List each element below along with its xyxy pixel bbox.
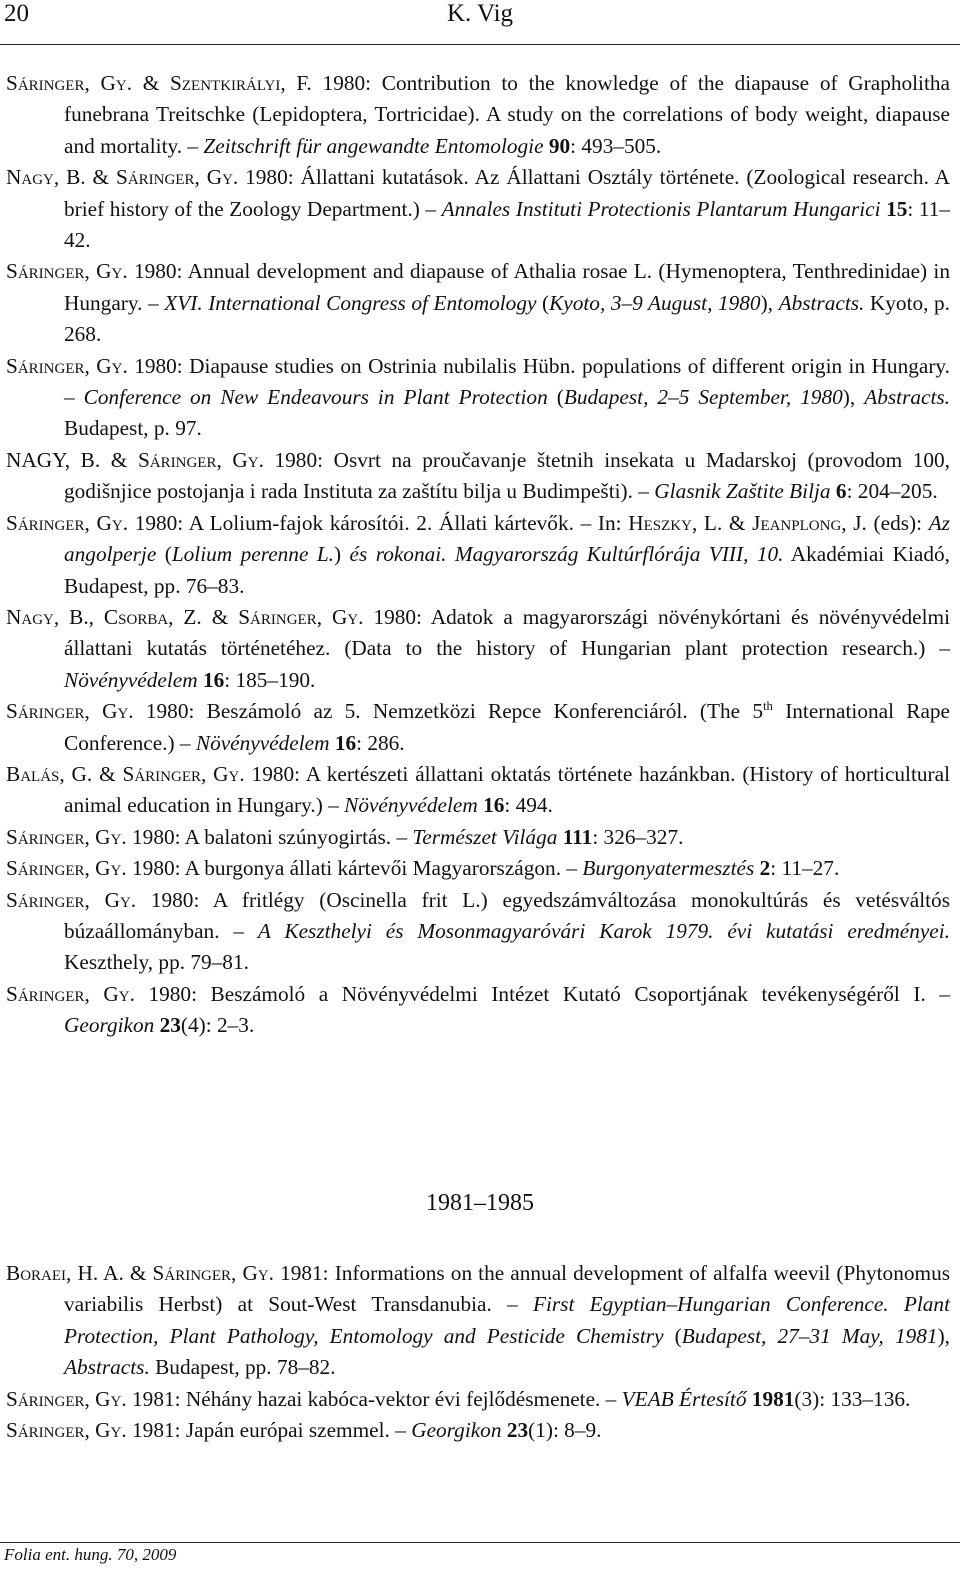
ref-volume: 111 (562, 824, 593, 849)
reference-entry (6, 853, 950, 884)
ref-text: ( (547, 385, 564, 410)
reference-entry (6, 351, 950, 445)
ref-authors: Sáringer, Gy. (6, 259, 128, 284)
ref-authors: Sáringer, Gy. (6, 856, 127, 881)
ref-volume: 1981 (751, 1386, 795, 1411)
ref-pages: : 185–190. (224, 667, 316, 692)
ref-text: 1981: Néhány hazai kabóca-vektor évi fejlődésmenete. – (126, 1386, 622, 1411)
reference-entry (6, 979, 950, 1042)
ref-volume: 16 (334, 730, 357, 755)
ref-text: ), (760, 290, 779, 315)
reference-entry (6, 162, 950, 256)
ref-species: Lolium perenne L. (171, 542, 334, 567)
ref-journal: Zeitschrift für angewandte Entomologie (203, 133, 544, 158)
section-heading: 1981–1985 (426, 1190, 534, 1216)
ref-pages: Akadémiai Kiadó, Budapest, pp. 76–83. (64, 542, 950, 598)
ref-text: 1980: A Lolium-fajok károsítói. 2. Állati kártevők. – In: (128, 510, 629, 535)
ref-text: 1980: Osvrt na proučavanje štetnih insekata u Madarskoj (provodom 100, godišnjice postojanja i rada Instituta za zaštítu bilja u Budimpešti). – (64, 447, 950, 504)
ref-text: ( (156, 542, 172, 567)
ref-authors: Sáringer, Gy. (6, 887, 137, 912)
ref-authors: Sáringer, Gy. (6, 353, 128, 378)
reference-entry (6, 759, 950, 822)
ref-text: ) (334, 542, 350, 567)
ref-editors: Heszky, L. & Jeanplong, J. (628, 510, 867, 535)
ref-authors: Boraei, H. A. & Sáringer, Gy. (6, 1261, 274, 1285)
reference-entry (6, 885, 950, 979)
header-rule (0, 44, 960, 45)
ref-authors: Sáringer, Gy. (6, 1386, 127, 1411)
ref-authors: NAGY, B. & Sáringer, Gy. (6, 447, 264, 472)
ref-journal: Georgikon (64, 1013, 155, 1038)
ref-authors: Nagy, B. & Sáringer, Gy. (6, 165, 239, 190)
reference-entry (6, 1384, 950, 1415)
ref-text: 1980: A balatoni szúnyogirtás. – (126, 824, 413, 849)
reference-entry (6, 822, 950, 853)
footer-journal-info: Folia ent. hung. 70, 2009 (4, 1545, 177, 1564)
ref-journal: Conference on New Endeavours in Plant Protection (83, 385, 548, 410)
ref-text: ( (663, 1323, 682, 1348)
running-head: K. Vig (446, 0, 514, 27)
ref-abstracts: Abstracts. (864, 385, 950, 410)
ref-authors: Sáringer, Gy. (6, 510, 129, 535)
reference-entry (6, 508, 950, 602)
ref-series: és rokonai. Magyarország Kultúrflórája VIII, 10. (349, 542, 784, 567)
reference-entry (6, 1415, 950, 1446)
ref-pages: : 494. (504, 793, 553, 818)
ref-venue: Budapest, 27–31 May, 1981 (681, 1323, 938, 1348)
ref-text: 1981: Japán európai szemmel. – (126, 1418, 412, 1443)
ref-journal: Növényvédelem (64, 667, 198, 692)
ref-pages: : 286. (356, 730, 405, 755)
ref-text: (eds): (866, 510, 929, 535)
ref-pages: Budapest, p. 97. (64, 416, 202, 441)
reference-list-1981 (6, 1258, 950, 1446)
ref-pages: (4): 2–3. (180, 1013, 255, 1038)
reference-entry (6, 602, 950, 696)
ref-text: International Rape Conference.) – (64, 699, 951, 755)
ref-pages: : 493–505. (570, 133, 662, 158)
ref-journal: Georgikon (411, 1418, 502, 1443)
ref-journal: Glasnik Zaštite Bilja (654, 479, 831, 504)
ref-authors: Sáringer, Gy. (6, 699, 134, 724)
ref-text: 1981: Informations on the annual development of alfalfa weevil (Phytonomus variabilis Herbst) at Sout-West Transdanubia. – (64, 1261, 951, 1317)
ref-text: ( (536, 290, 550, 315)
ref-pages: (3): 133–136. (794, 1386, 911, 1411)
ref-volume: 2 (759, 856, 771, 881)
ref-pages: : 326–327. (592, 824, 684, 849)
ref-abstracts: Abstracts. (64, 1355, 150, 1380)
ref-volume: 6 (835, 479, 847, 504)
ref-pages: (1): 8–9. (528, 1418, 602, 1443)
ref-journal: Természet Világa (412, 824, 558, 849)
ref-journal: VEAB Értesítő (621, 1386, 747, 1411)
ref-text: ), (842, 385, 865, 410)
footer-rule (0, 1542, 960, 1543)
ref-pages: Keszthely, pp. 79–81. (64, 950, 249, 975)
ref-authors: Nagy, B., Csorba, Z. & Sáringer, Gy. (6, 604, 364, 629)
ref-journal: Növényvédelem (344, 793, 478, 818)
ref-text: 1980: Diapause studies on Ostrinia nubilalis Hübn. populations of different origin in Hungary. – (64, 353, 950, 410)
ref-journal: Növényvédelem (195, 730, 330, 755)
ref-journal: Annales Instituti Protectionis Plantarum Hungarici (441, 196, 881, 221)
ref-superscript: th (763, 699, 773, 714)
ref-text: 1980: Annual development and diapause of Athalia rosae L. (Hymenoptera, Tenthredinidae) in Hungary. – (64, 259, 950, 315)
ref-text: 1980: Beszámoló az 5. Nemzetközi Repce Konferenciáról. (The 5 (133, 699, 764, 724)
ref-pages: : 11–42. (64, 196, 950, 253)
ref-authors: Sáringer, Gy. & Szentkirályi, F. (6, 71, 312, 95)
ref-text: 1980: Beszámoló a Növényvédelmi Intézet Kutató Csoportjának tevékenységéről I. – (134, 981, 950, 1006)
ref-venue: Budapest, 2–5 September, 1980 (563, 385, 843, 410)
reference-entry (6, 256, 950, 350)
reference-entry (6, 445, 950, 508)
ref-text: 1980: Adatok a magyarországi növénykórtani és növényvédelmi állattani kutatás történetéhez. (Data to the history of Hungarian plant protection research.) – (64, 604, 950, 661)
ref-text: 1980: A burgonya állati kártevői Magyarországon. – (126, 856, 583, 881)
ref-abstracts: Abstracts. (778, 290, 865, 315)
ref-text: 1980: Contribution to the knowledge of the diapause of Grapholitha funebrana Treitschke (Lepidoptera, Tortricidae). A study on the correlations of body weight, diapause and mortality. – (64, 71, 950, 158)
ref-volume: 16 (202, 667, 225, 692)
ref-volume: 90 (548, 133, 571, 158)
ref-authors: Balás, G. & Sáringer, Gy. (6, 761, 245, 786)
ref-text: ), (937, 1323, 950, 1348)
ref-pages: : 204–205. (846, 479, 938, 504)
ref-volume: 16 (483, 793, 505, 818)
reference-entry (6, 68, 950, 162)
ref-authors: Sáringer, Gy. (6, 981, 135, 1006)
ref-book-title: Az angolperje (64, 510, 951, 567)
reference-list-1980 (6, 68, 950, 1042)
ref-pages: : 11–27. (770, 856, 840, 881)
ref-authors: Sáringer, Gy. (6, 824, 127, 849)
ref-journal: First Egyptian–Hungarian Conference. Plant Protection, Plant Pathology, Entomology and Pesticide Chemistry (64, 1292, 950, 1348)
ref-authors: Sáringer, Gy. (6, 1418, 127, 1443)
reference-entry (6, 696, 950, 759)
ref-text: 1980: A kertészeti állattani oktatás története hazánkban. (History of horticultural animal education in Hungary.) – (64, 761, 951, 818)
ref-journal: XVI. International Congress of Entomology (164, 290, 537, 315)
ref-pages: Kyoto, p. 268. (64, 290, 950, 347)
ref-text: 1980: Állattani kutatások. Az Állattani Osztály története. (Zoological research. A brief history of the Zoology Department.) – (64, 165, 950, 221)
reference-entry (6, 1258, 950, 1384)
ref-volume: 23 (159, 1013, 181, 1038)
ref-venue: Kyoto, 3–9 August, 1980 (549, 290, 761, 315)
ref-journal: Burgonyatermesztés (582, 856, 755, 881)
page-number: 20 (4, 0, 29, 27)
ref-volume: 15 (886, 196, 908, 221)
ref-volume: 23 (506, 1418, 529, 1443)
ref-journal: A Keszthelyi és Mosonmagyaróvári Karok 1979. évi kutatási eredményei. (257, 918, 951, 943)
ref-text: 1980: A fritlégy (Oscinella frit L.) egyedszámváltozása monokultúrás és vetésváltós búzaállományban. – (64, 887, 950, 943)
ref-pages: Budapest, pp. 78–82. (149, 1355, 336, 1380)
